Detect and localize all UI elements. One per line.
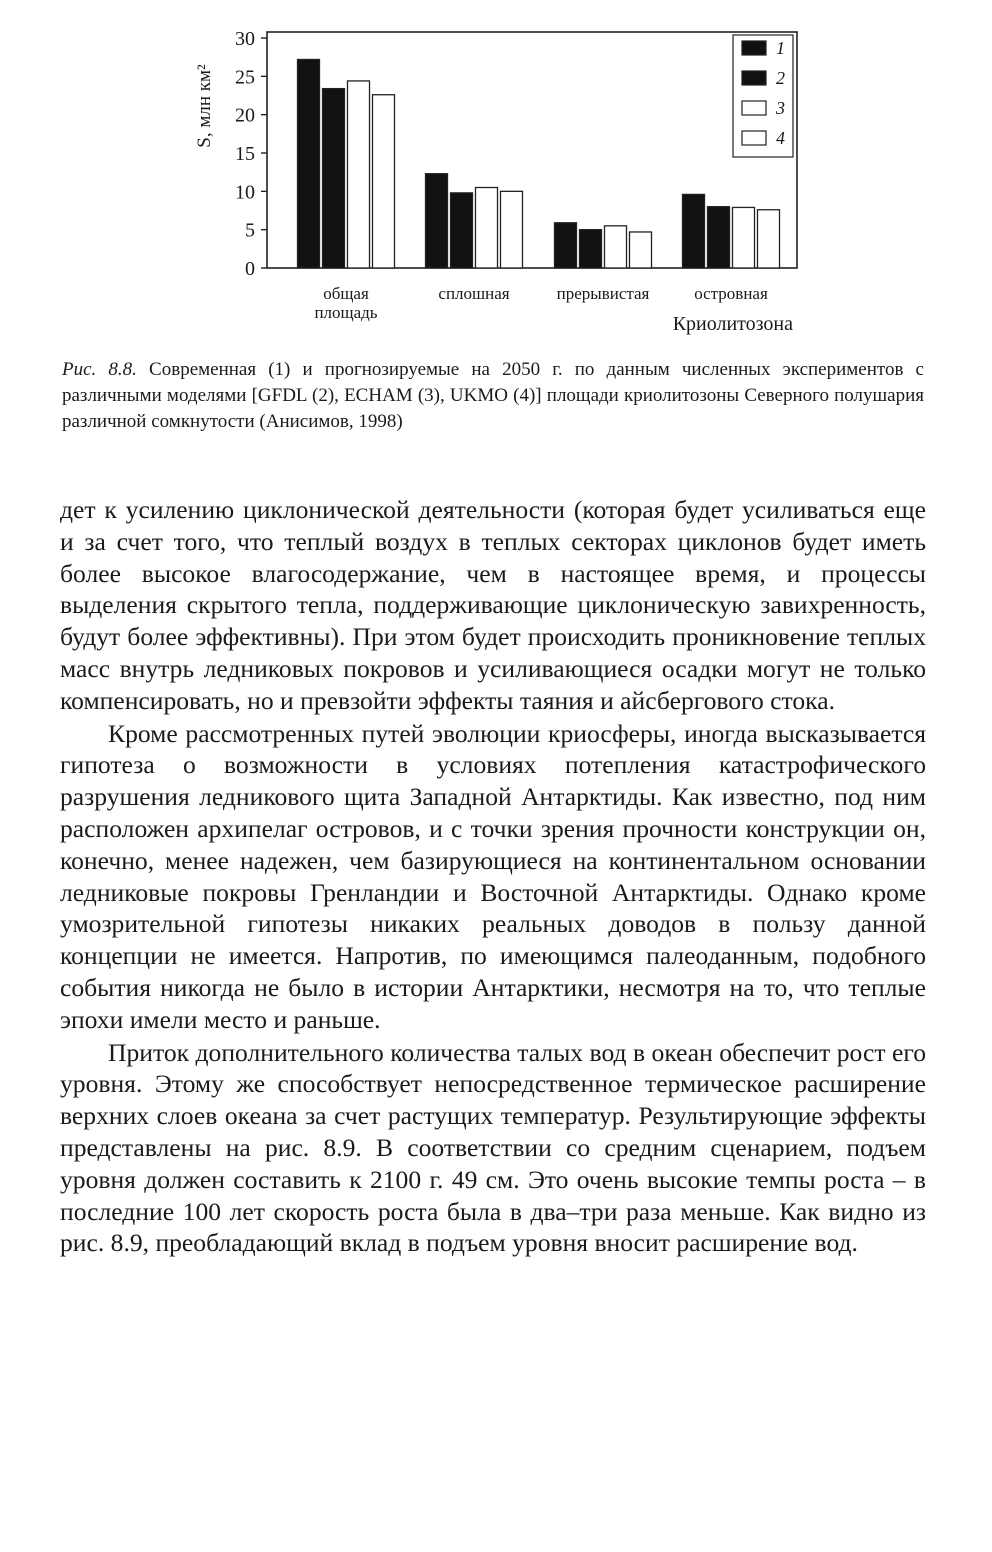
bar-series-4-3 (758, 210, 780, 268)
y-tick-label-30: 30 (235, 28, 255, 50)
bar-series-3-2 (605, 226, 627, 268)
legend-label-4: 4 (776, 128, 785, 148)
y-tick-label-10: 10 (235, 181, 255, 204)
cryolithozone-bar-chart (180, 18, 820, 353)
x-category-label-3 (694, 284, 768, 303)
bar-series-4-0 (373, 95, 395, 268)
paragraph-3: Приток дополнительного количества талых вод в океан обеспечит рост его уровня. Этому же способствует непосредственное термическое расширение верхних слоев океана за счет растущих температур. Результирующие эффекты представлены на рис. 8.9. В соответствии со средним сценарием, подъем уровня должен составить к 2100 г. 49 см. Это очень высокие темпы роста – в последние 100 лет скорость роста была в два–три раза меньше. Как видно из рис. 8.9, преобладающий вклад в подъем уровня вносит расширение вод. (60, 1037, 926, 1258)
bar-series-1-1 (426, 174, 448, 268)
x-category-label-line: прерывистая (556, 284, 650, 303)
x-category-label-0 (314, 284, 377, 322)
legend-swatch-4 (742, 131, 766, 145)
legend-label-3: 3 (776, 98, 785, 118)
paragraph-2: Кроме рассмотренных путей эволюции криосферы, иногда высказывается гипотеза о возможности в условиях потепления катастрофического разрушения ледникового щита Западной Антарктиды. Как известно, под ним расположен архипелаг островов, и с точки зрения прочности конструкции он, конечно, менее надежен, чем базирующиеся на континентальном основании ледниковые покровы Гренландии и Восточной Антарктиды. Однако кроме умозрительной гипотезы никаких реальных доводов в пользу данной концепции не имеется. Напротив, по имеющимся палеоданным, подобного события никогда не было в истории Антарктики, несмотря на то, что теплые эпохи имели место и раньше. (60, 718, 926, 1034)
bar-series-1-2 (555, 223, 577, 268)
bar-series-2-2 (580, 230, 602, 268)
x-category-label-line: площадь (314, 303, 378, 322)
legend (733, 35, 793, 157)
legend-swatch-2 (742, 71, 766, 85)
bar-series-1-0 (298, 59, 320, 268)
x-category-label-1 (438, 284, 509, 303)
bar-series-2-1 (451, 193, 473, 268)
x-category-label-line: общая (323, 284, 369, 303)
legend-swatch-3 (742, 101, 766, 115)
x-axis-label: Криолитозона (672, 313, 793, 335)
y-tick-label-15: 15 (235, 143, 255, 165)
x-category-label-line: сплошная (438, 284, 510, 303)
body-text (60, 494, 926, 1260)
y-axis-ticks (235, 28, 267, 280)
bar-series-3-0 (348, 81, 370, 268)
figure-label: Рис. 8.8. (62, 359, 137, 380)
y-axis-label: S, млн км² (194, 64, 215, 148)
bar-series-1-3 (683, 194, 705, 268)
y-tick-label-20: 20 (235, 104, 255, 127)
y-tick-label-5: 5 (245, 219, 255, 242)
x-category-label-2 (557, 284, 650, 303)
x-category-label-line: островная (694, 284, 768, 303)
bar-series-4-1 (501, 191, 523, 268)
y-tick-label-0: 0 (245, 258, 255, 280)
figure-caption (62, 357, 924, 435)
bar-series-4-2 (630, 232, 652, 268)
legend-swatch-1 (742, 41, 766, 55)
legend-label-2: 2 (776, 68, 785, 88)
figure-caption-text: Современная (1) и прогнозируемые на 2050 г. по данным численных экспериментов с различными моделями [GFDL (2), ECHAM (3), UKMO (4)] площади криолитозоны Северного полушария различной сомкнутости (Анисимов, 1998) (62, 359, 924, 432)
bar-series-3-3 (733, 207, 755, 268)
y-tick-label-25: 25 (235, 66, 255, 89)
paragraph-1: дет к усилению циклонической деятельности (которая будет усиливаться еще и за счет того, что теплый воздух в теплых секторах циклонов будет иметь более высокое влагосодержание, чем в настоящее время, и процессы выделения скрытого тепла, поддерживающие циклоническую завихренность, будут более эффективны). При этом будет происходить проникновение теплых масс внутрь ледниковых покровов и усиливающиеся осадки могут не только компенсировать, но и превзойти эффекты таяния и айсбергового стока. (60, 495, 926, 715)
bar-series-2-0 (323, 89, 345, 268)
bar-series-3-1 (476, 188, 498, 269)
legend-label-1: 1 (776, 38, 785, 58)
bars-group (298, 59, 780, 268)
bar-series-2-3 (708, 207, 730, 268)
